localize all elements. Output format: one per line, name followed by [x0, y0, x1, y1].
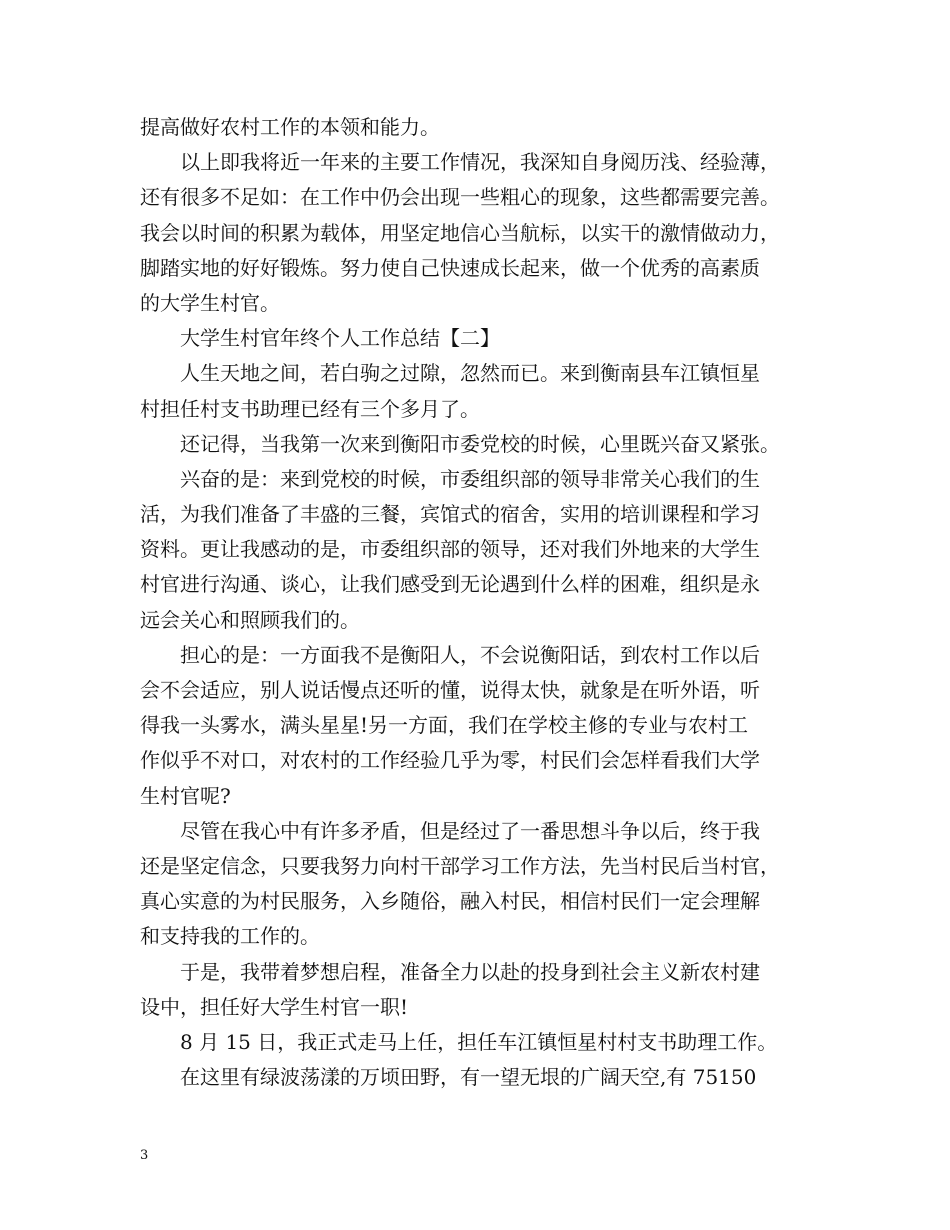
- text-line: 人生天地之间，若白驹之过隙，忽然而已。来到衡南县车江镇恒星: [180, 361, 760, 386]
- text-line: 会不会适应，别人说话慢点还听的懂，说得太快，就象是在听外语，听: [140, 678, 760, 702]
- text-line: 我会以时间的积累为载体，用坚定地信心当航标，以实干的激情做动力，: [140, 220, 780, 245]
- text-line: 的大学生村官。: [140, 290, 280, 315]
- text-line: 还是坚定信念，只要我努力向村干部学习工作方法，先当村民后当村官，: [140, 853, 780, 878]
- text-line: 尽管在我心中有许多矛盾，但是经过了一番思想斗争以后，终于我: [180, 818, 760, 843]
- text-line: 设中，担任好大学生村官一职!: [140, 994, 409, 1019]
- text-line: 以上即我将近一年来的主要工作情况，我深知自身阅历浅、经验薄，: [180, 150, 780, 175]
- text-line: 作似乎不对口，对农村的工作经验几乎为零，村民们会怎样看我们大学: [140, 748, 760, 773]
- section-heading: 大学生村官年终个人工作总结【二】: [180, 326, 500, 351]
- text-line: 提高做好农村工作的本领和能力。: [140, 115, 440, 139]
- text-line: 还记得，当我第一次来到衡阳市委党校的时候，心里既兴奋又紧张。: [180, 431, 780, 456]
- text-line: 还有很多不足如：在工作中仍会出现一些粗心的现象，这些都需要完善。: [140, 185, 780, 210]
- page-number: 3: [140, 1148, 149, 1163]
- text-line: 担心的是：一方面我不是衡阳人，不会说衡阳话，到农村工作以后: [180, 642, 760, 667]
- body-text: [140, 110, 820, 1095]
- text-line: 活，为我们准备了丰盛的三餐，宾馆式的宿舍，实用的培训课程和学习: [140, 502, 760, 527]
- text-line: 兴奋的是：来到党校的时候，市委组织部的领导非常关心我们的生: [180, 466, 760, 491]
- text-line: 脚踏实地的好好锻炼。努力使自己快速成长起来，做一个优秀的高素质: [140, 255, 760, 280]
- text-line: 8 月 15 日，我正式走马上任，担任车江镇恒星村村支书助理工作。: [180, 1029, 778, 1054]
- text-line: 真心实意的为村民服务，入乡随俗，融入村民，相信村民们一定会理解: [140, 889, 760, 914]
- text-line: 村担任村支书助理已经有三个多月了。: [140, 396, 480, 421]
- text-line: 生村官呢?: [140, 783, 231, 808]
- text-line: 资料。更让我感动的是，市委组织部的领导，还对我们外地来的大学生: [140, 537, 760, 562]
- text-line: 远会关心和照顾我们的。: [140, 607, 360, 632]
- text-line: 得我一头雾水，满头星星!另一方面，我们在学校主修的专业与农村工: [140, 713, 749, 738]
- text-line: 在这里有绿波荡漾的万顷田野，有一望无垠的广阔天空,有 75150: [180, 1065, 757, 1090]
- text-line: 和支持我的工作的。: [140, 924, 320, 949]
- text-line: 村官进行沟通、谈心，让我们感受到无论遇到什么样的困难，组织是永: [140, 572, 760, 597]
- text-line: 于是，我带着梦想启程，准备全力以赴的投身到社会主义新农村建: [180, 959, 760, 984]
